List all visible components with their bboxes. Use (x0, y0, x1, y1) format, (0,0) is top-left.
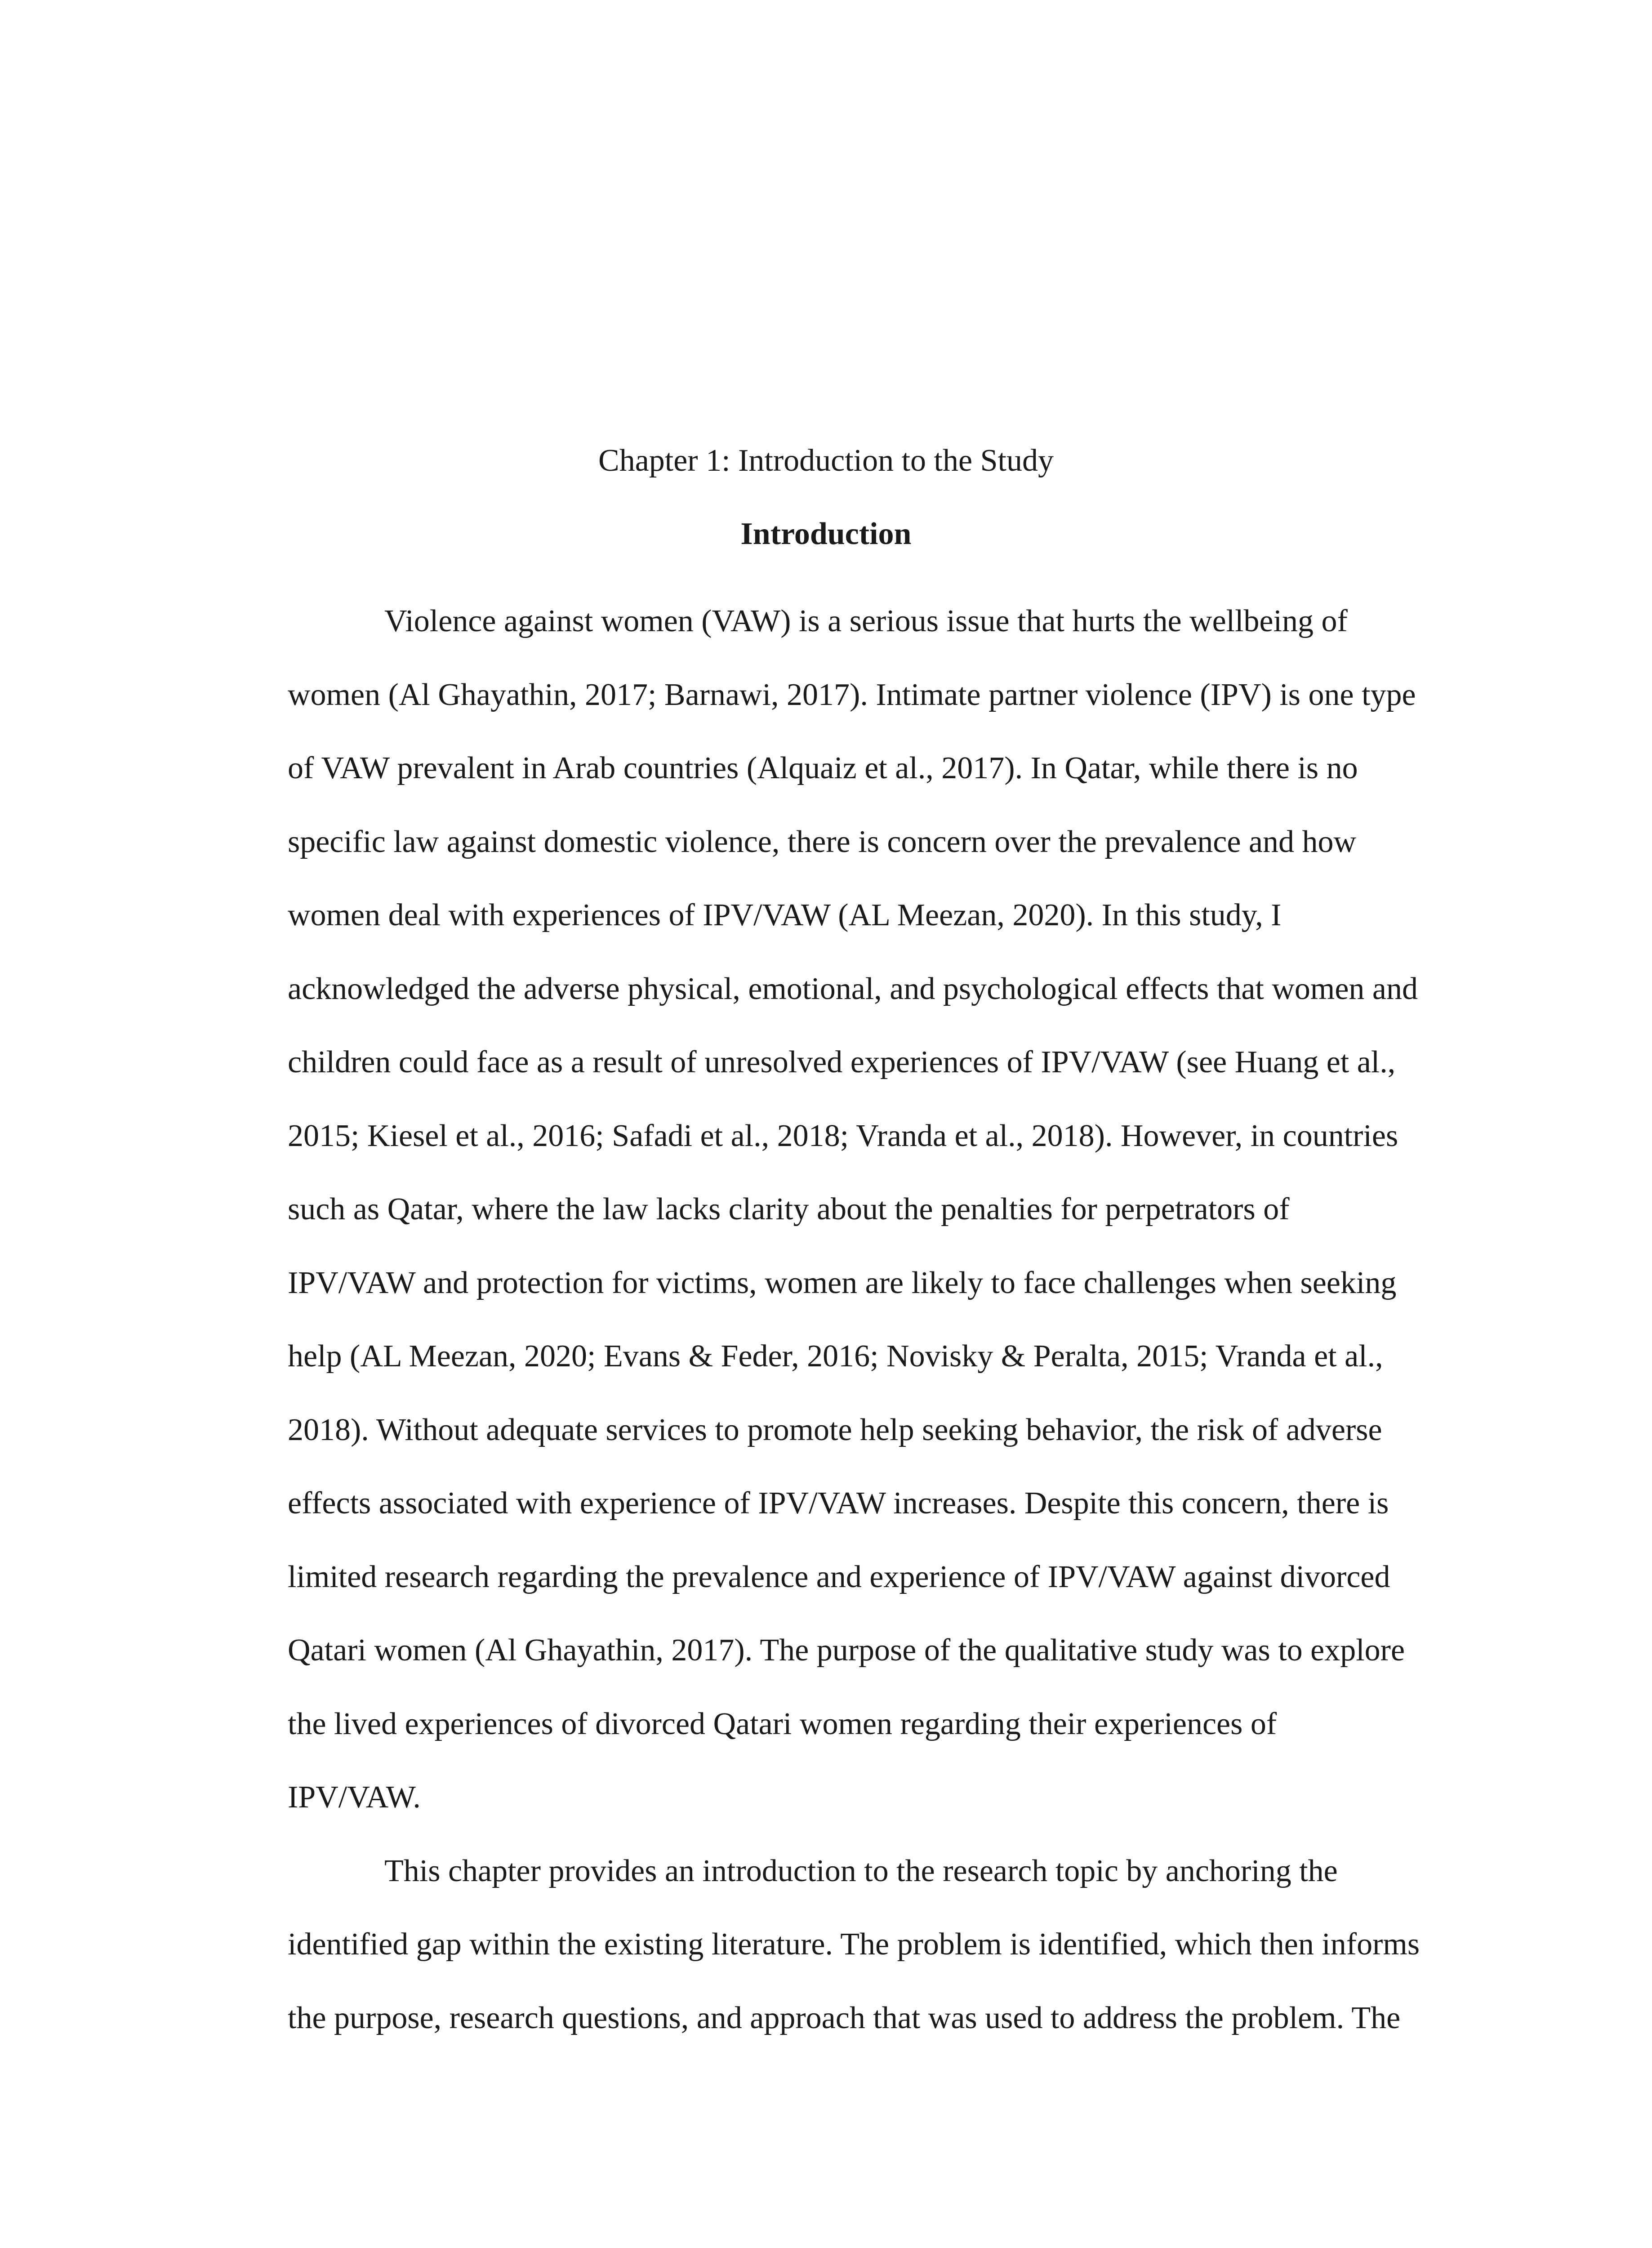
chapter-title: Chapter 1: Introduction to the Study (598, 443, 1054, 478)
body-text (288, 584, 1438, 2055)
text-line: children could face as a result of unresolved experiences of IPV/VAW (see Huang et al., (288, 1045, 1396, 1079)
text-line: effects associated with experience of IPV/VAW increases. Despite this concern, there is (288, 1486, 1389, 1521)
text-line: women deal with experiences of IPV/VAW (AL Meezan, 2020). In this study, I (288, 898, 1282, 932)
text-line: 2018). Without adequate services to promote help seeking behavior, the risk of adverse (288, 1412, 1382, 1447)
text-line: This chapter provides an introduction to the research topic by anchoring the (384, 1853, 1338, 1888)
text-line: identified gap within the existing literature. The problem is identified, which then informs (288, 1927, 1420, 1962)
paragraph-2 (288, 1834, 1438, 2055)
text-line: 2015; Kiesel et al., 2016; Safadi et al., 2018; Vranda et al., 2018). However, in countries (288, 1118, 1398, 1153)
text-line: Violence against women (VAW) is a serious issue that hurts the wellbeing of (384, 604, 1348, 638)
text-line: IPV/VAW. (288, 1780, 421, 1815)
section-heading: Introduction (740, 517, 912, 551)
text-line: women (Al Ghayathin, 2017; Barnawi, 2017). Intimate partner violence (IPV) is one type (288, 677, 1416, 712)
text-line: of VAW prevalent in Arab countries (Alquaiz et al., 2017). In Qatar, while there is no (288, 751, 1358, 785)
text-line: Qatari women (Al Ghayathin, 2017). The purpose of the qualitative study was to explore (288, 1633, 1405, 1668)
text-line: such as Qatar, where the law lacks clarity about the penalties for perpetrators of (288, 1192, 1290, 1227)
paragraph-1 (288, 584, 1438, 1834)
text-line: limited research regarding the prevalence and experience of IPV/VAW against divorced (288, 1559, 1390, 1594)
text-line: acknowledged the adverse physical, emotional, and psychological effects that women and (288, 971, 1418, 1006)
text-line: the purpose, research questions, and approach that was used to address the problem. The (288, 2000, 1401, 2035)
text-line: the lived experiences of divorced Qatari women regarding their experiences of (288, 1706, 1277, 1741)
text-line: help (AL Meezan, 2020; Evans & Feder, 2016; Novisky & Peralta, 2015; Vranda et al., (288, 1339, 1383, 1374)
text-line: IPV/VAW and protection for victims, women are likely to face challenges when seeking (288, 1265, 1397, 1300)
text-line: specific law against domestic violence, there is concern over the prevalence and how (288, 824, 1357, 859)
